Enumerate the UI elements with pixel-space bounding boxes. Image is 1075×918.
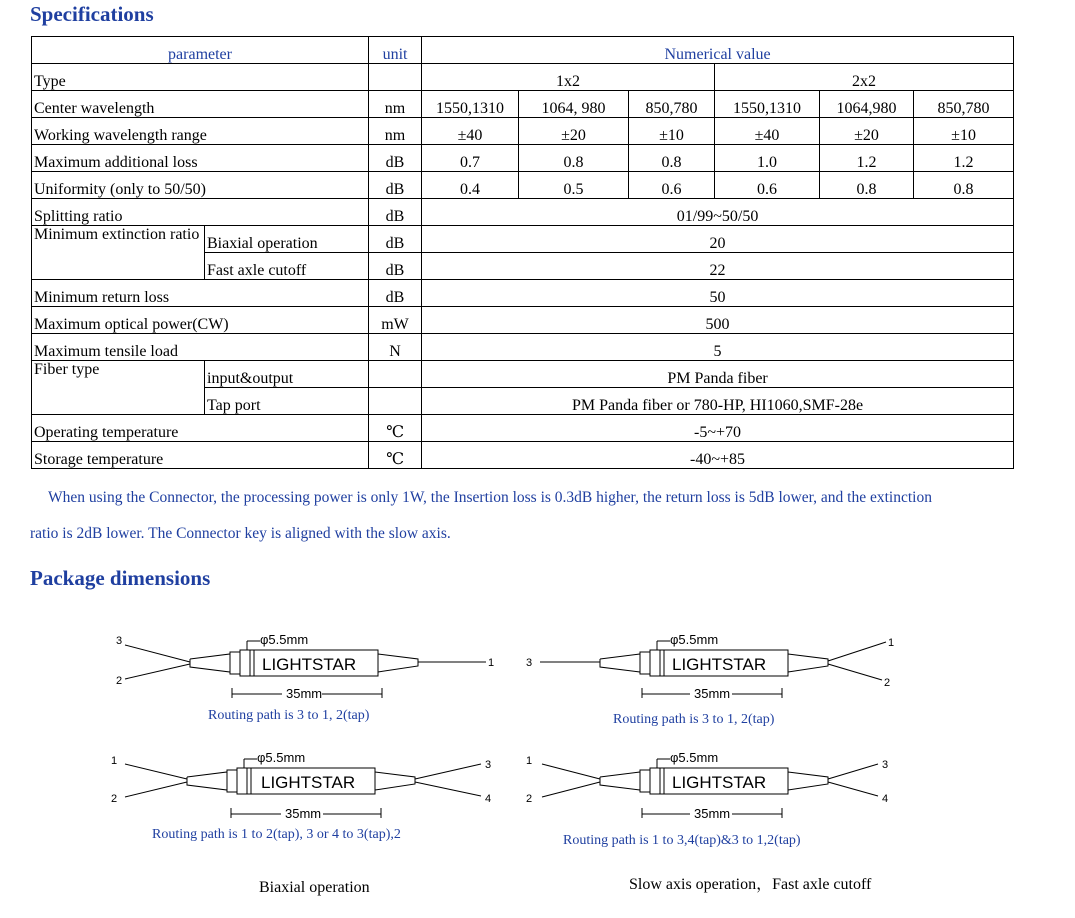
op-temp-row bbox=[32, 415, 1014, 442]
table-cell: 850,780 bbox=[914, 91, 1014, 118]
caption-d3: Routing path is 1 to 2(tap), 3 or 4 to 3(tap),2 bbox=[152, 827, 401, 842]
length-label: 35mm bbox=[694, 806, 731, 821]
additional-loss-unit: dB bbox=[369, 145, 422, 172]
table-cell: ±40 bbox=[715, 118, 820, 145]
specifications-table bbox=[31, 36, 1014, 469]
tensile-value: 5 bbox=[422, 334, 1014, 361]
storage-temp-value: -40~+85 bbox=[422, 442, 1014, 469]
fiber-io-label: input&output bbox=[205, 361, 369, 388]
brand-label: LIGHTSTAR bbox=[262, 655, 357, 674]
brand-label: LIGHTSTAR bbox=[672, 773, 767, 792]
return-loss-row bbox=[32, 280, 1014, 307]
connector-note bbox=[30, 480, 1070, 552]
extinction-biaxial-unit: dB bbox=[369, 226, 422, 253]
brand-label: LIGHTSTAR bbox=[261, 773, 356, 792]
length-label: 35mm bbox=[285, 806, 322, 821]
optical-power-row bbox=[32, 307, 1014, 334]
biaxial-operation-label: Biaxial operation bbox=[259, 879, 370, 896]
splitting-value: 01/99~50/50 bbox=[422, 199, 1014, 226]
optical-power-unit: mW bbox=[369, 307, 422, 334]
tensile-row bbox=[32, 334, 1014, 361]
port-3-label: 3 bbox=[485, 759, 492, 771]
table-cell: 1550,1310 bbox=[715, 91, 820, 118]
port-2-label: 2 bbox=[884, 677, 891, 689]
extinction-biaxial-label: Biaxial operation bbox=[205, 226, 369, 253]
table-cell: ±20 bbox=[820, 118, 914, 145]
diameter-label: φ5.5mm bbox=[260, 632, 309, 647]
port-3-label: 3 bbox=[116, 635, 123, 647]
optical-power-value: 500 bbox=[422, 307, 1014, 334]
table-cell: 0.6 bbox=[715, 172, 820, 199]
fiber-type-label: Fiber type bbox=[32, 361, 205, 415]
table-cell: ±10 bbox=[914, 118, 1014, 145]
working-range-label: Working wavelength range bbox=[32, 118, 369, 145]
header-parameter: parameter bbox=[32, 37, 369, 64]
fiber-io-unit bbox=[369, 361, 422, 388]
splitting-unit: dB bbox=[369, 199, 422, 226]
extinction-biaxial-row bbox=[32, 226, 1014, 253]
caption-d4: Routing path is 1 to 3,4(tap)&3 to 1,2(tap) bbox=[563, 833, 801, 848]
table-cell: 850,780 bbox=[629, 91, 715, 118]
wavelength-unit: nm bbox=[369, 91, 422, 118]
length-label: 35mm bbox=[286, 686, 323, 701]
table-cell: 0.8 bbox=[519, 145, 629, 172]
port-1-label: 1 bbox=[526, 755, 533, 767]
op-temp-label: Operating temperature bbox=[32, 415, 369, 442]
port-3-label: 3 bbox=[526, 657, 533, 669]
tensile-unit: N bbox=[369, 334, 422, 361]
table-cell: ±20 bbox=[519, 118, 629, 145]
port-2-label: 2 bbox=[111, 793, 118, 805]
table-cell: 0.8 bbox=[629, 145, 715, 172]
type-1x2: 1x2 bbox=[422, 64, 715, 91]
diagram-1x2-left bbox=[110, 628, 510, 708]
port-2-label: 2 bbox=[526, 793, 533, 805]
diameter-label: φ5.5mm bbox=[670, 632, 719, 647]
type-2x2: 2x2 bbox=[715, 64, 1014, 91]
type-row bbox=[32, 64, 1014, 91]
length-label: 35mm bbox=[694, 686, 731, 701]
table-cell: 1550,1310 bbox=[422, 91, 519, 118]
diagram-2x2-right bbox=[520, 746, 920, 828]
splitting-label: Splitting ratio bbox=[32, 199, 369, 226]
header-unit: unit bbox=[369, 37, 422, 64]
fiber-tap-value: PM Panda fiber or 780-HP, HI1060,SMF-28e bbox=[422, 388, 1014, 415]
fiber-tap-unit bbox=[369, 388, 422, 415]
optical-power-label: Maximum optical power(CW) bbox=[32, 307, 369, 334]
type-unit bbox=[369, 64, 422, 91]
connector-note-line1: When using the Connector, the processing power is only 1W, the Insertion loss is 0.3dB higher, the return loss is 5dB lower, and the extinction bbox=[48, 489, 932, 506]
port-4-label: 4 bbox=[485, 793, 492, 805]
table-cell: 1064, 980 bbox=[519, 91, 629, 118]
tensile-label: Maximum tensile load bbox=[32, 334, 369, 361]
working-range-row bbox=[32, 118, 1014, 145]
wavelength-label: Center wavelength bbox=[32, 91, 369, 118]
type-label: Type bbox=[32, 64, 369, 91]
diameter-label: φ5.5mm bbox=[257, 750, 306, 765]
working-range-unit: nm bbox=[369, 118, 422, 145]
fiber-io-row bbox=[32, 361, 1014, 388]
specifications-title: Specifications bbox=[30, 2, 154, 26]
storage-temp-unit: ℃ bbox=[369, 442, 422, 469]
header-value: Numerical value bbox=[422, 37, 1014, 64]
table-cell: 1.0 bbox=[715, 145, 820, 172]
diameter-label: φ5.5mm bbox=[670, 750, 719, 765]
port-1-label: 1 bbox=[888, 637, 895, 649]
table-cell: 0.7 bbox=[422, 145, 519, 172]
port-4-label: 4 bbox=[882, 793, 889, 805]
table-cell: ±40 bbox=[422, 118, 519, 145]
brand-label: LIGHTSTAR bbox=[672, 655, 767, 674]
caption-d1: Routing path is 3 to 1, 2(tap) bbox=[208, 708, 370, 723]
extinction-fast-value: 22 bbox=[422, 253, 1014, 280]
return-loss-label: Minimum return loss bbox=[32, 280, 369, 307]
uniformity-unit: dB bbox=[369, 172, 422, 199]
op-temp-unit: ℃ bbox=[369, 415, 422, 442]
header-row bbox=[32, 37, 1014, 64]
slow-axis-operation-label: Slow axis operation，Fast axle cutoff bbox=[629, 876, 872, 893]
uniformity-label: Uniformity (only to 50/50) bbox=[32, 172, 369, 199]
additional-loss-row bbox=[32, 145, 1014, 172]
extinction-fast-label: Fast axle cutoff bbox=[205, 253, 369, 280]
storage-temp-row bbox=[32, 442, 1014, 469]
diagram-1x2-right bbox=[520, 628, 920, 708]
table-cell: 1.2 bbox=[914, 145, 1014, 172]
port-1-label: 1 bbox=[488, 657, 495, 669]
package-title: Package dimensions bbox=[30, 566, 211, 590]
storage-temp-label: Storage temperature bbox=[32, 442, 369, 469]
return-loss-unit: dB bbox=[369, 280, 422, 307]
table-cell: 1.2 bbox=[820, 145, 914, 172]
fiber-io-value: PM Panda fiber bbox=[422, 361, 1014, 388]
port-1-label: 1 bbox=[111, 755, 118, 767]
extinction-biaxial-value: 20 bbox=[422, 226, 1014, 253]
table-cell: 1064,980 bbox=[820, 91, 914, 118]
caption-d2: Routing path is 3 to 1, 2(tap) bbox=[613, 712, 775, 727]
table-cell: 0.5 bbox=[519, 172, 629, 199]
diagram-2x2-left bbox=[105, 746, 505, 828]
uniformity-row bbox=[32, 172, 1014, 199]
fiber-tap-label: Tap port bbox=[205, 388, 369, 415]
port-3-label: 3 bbox=[882, 759, 889, 771]
table-cell: ±10 bbox=[629, 118, 715, 145]
wavelength-row bbox=[32, 91, 1014, 118]
connector-note-line2: ratio is 2dB lower. The Connector key is aligned with the slow axis. bbox=[30, 525, 451, 542]
splitting-row bbox=[32, 199, 1014, 226]
op-temp-value: -5~+70 bbox=[422, 415, 1014, 442]
table-cell: 0.6 bbox=[629, 172, 715, 199]
table-cell: 0.8 bbox=[820, 172, 914, 199]
table-cell: 0.4 bbox=[422, 172, 519, 199]
extinction-fast-unit: dB bbox=[369, 253, 422, 280]
table-cell: 0.8 bbox=[914, 172, 1014, 199]
additional-loss-label: Maximum additional loss bbox=[32, 145, 369, 172]
extinction-label: Minimum extinction ratio bbox=[32, 226, 205, 280]
return-loss-value: 50 bbox=[422, 280, 1014, 307]
port-2-label: 2 bbox=[116, 675, 123, 687]
